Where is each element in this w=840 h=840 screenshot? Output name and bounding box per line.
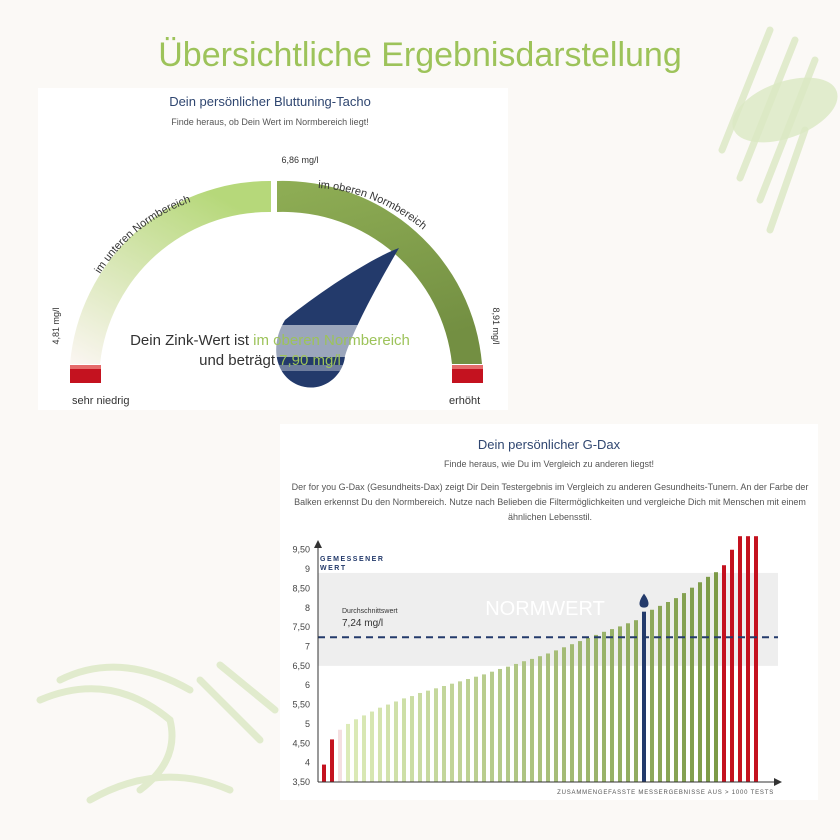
result-bar: [450, 684, 454, 782]
y-tick-label: 6,50: [292, 660, 310, 671]
result-bar: [602, 632, 606, 782]
gauge-red-right-stripe: [452, 365, 483, 369]
page-title: Übersichtliche Ergebnisdarstellung: [158, 36, 682, 74]
result-bar: [490, 672, 494, 782]
result-bar: [570, 644, 574, 782]
gdax-description: Der for you G-Dax (Gesundheits-Dax) zeigt Dir Dein Testergebnis im Vergleich zu anderen Gesundheits-Tunern. An der Farbe der Balken erkennst Du den Normbereich. Nutze nach Belieben die Filtermöglichkeiten und vergleiche Dich mit Menschen mit einem ähnlichen Lebensstil.: [291, 482, 809, 522]
gauge-marker-left: 4,81 mg/l: [51, 307, 61, 345]
result-bar: [530, 659, 534, 782]
gauge-label-high: erhöht: [449, 395, 481, 407]
y-tick-label: 8,50: [292, 583, 310, 594]
result-bar: [498, 669, 502, 782]
gdax-subtitle: Finde heraus, wie Du im Vergleich zu anderen liegst!: [443, 459, 655, 469]
y-tick-label: 9,50: [292, 544, 310, 555]
gauge-upper-range-label: im oberen Normbereich: [317, 179, 429, 233]
gauge-marker-right: 8,91 mg/l: [491, 307, 501, 345]
tacho-title: Dein persönlicher Bluttuning-Tacho: [169, 94, 371, 109]
result-bar: [626, 623, 630, 782]
result-bar: [610, 629, 614, 782]
result-bar: [370, 712, 374, 782]
tacho-gauge: [0, 140, 540, 410]
result-bar: [418, 693, 422, 782]
result-bar: [338, 730, 342, 782]
y-tick-label: 7,50: [292, 622, 310, 633]
y-tick-label: 5: [304, 718, 310, 729]
result-bar: [458, 681, 462, 782]
y-tick-label: 4,50: [292, 738, 310, 749]
result-bar: [354, 719, 358, 782]
result-bar: [506, 667, 510, 782]
gauge-lower-range-label: im unteren Normbereich: [92, 193, 193, 276]
gauge-marker-top: 6,86 mg/l: [281, 155, 319, 165]
result-bar: [634, 620, 638, 782]
result-bar: [330, 739, 334, 782]
result-bar: [618, 626, 622, 782]
result-bar: [578, 641, 582, 782]
result-bar: [698, 582, 702, 782]
result-bar: [722, 565, 726, 782]
result-bar: [514, 664, 518, 782]
y-tick-label: 4: [304, 757, 310, 768]
y-axis-label-line2: WERT: [320, 565, 347, 572]
y-tick-label: 9: [304, 564, 310, 575]
gdax-bar-chart: [280, 536, 818, 798]
result-bar: [466, 679, 470, 782]
result-bar: [402, 698, 406, 782]
result-bar: [706, 577, 710, 782]
y-tick-label: 8: [304, 602, 310, 613]
x-axis-label: ZUSAMMENGEFASSTE MESSERGEBNISSE AUS > 1000 TESTS: [557, 790, 774, 796]
result-bar: [746, 536, 750, 782]
y-tick-label: 5,50: [292, 699, 310, 710]
tacho-result-line2-prefix: und beträgt: [199, 352, 280, 369]
result-bar: [714, 572, 718, 782]
result-bar: [546, 653, 550, 782]
result-bar: [658, 606, 662, 782]
result-bar: [738, 536, 742, 782]
result-bar: [346, 724, 350, 782]
gauge-label-very-low: sehr niedrig: [72, 395, 130, 407]
y-tick-label: 3,50: [292, 777, 310, 787]
tacho-subtitle: Finde heraus, ob Dein Wert im Normbereich liegt!: [171, 117, 369, 127]
y-axis-label-line1: GEMESSENER: [320, 556, 385, 563]
result-bar: [682, 593, 686, 782]
average-label: Durchschnittswert: [342, 608, 398, 616]
result-bar: [594, 635, 598, 782]
result-bar: [426, 691, 430, 782]
result-bar: [362, 715, 366, 782]
tacho-result-highlight: im oberen Normbereich: [253, 332, 410, 349]
average-value: 7,24 mg/l: [342, 618, 384, 630]
result-bar: [538, 656, 542, 782]
result-bar: [730, 550, 734, 782]
tacho-result-value: 7,90 mg/l: [279, 352, 341, 369]
tacho-result-line2: [90, 352, 450, 369]
result-bar: [482, 674, 486, 782]
x-axis-arrow: [774, 778, 782, 786]
gdax-title: Dein persönlicher G-Dax: [477, 437, 621, 452]
norm-range-label: NORMWERT: [485, 597, 605, 620]
result-bar: [690, 588, 694, 782]
y-tick-label: 6: [304, 680, 310, 691]
tacho-result-prefix: Dein Zink-Wert ist: [130, 332, 254, 349]
result-bar: [394, 701, 398, 782]
tacho-result-line1: [90, 332, 450, 349]
y-axis-arrow: [314, 540, 322, 548]
result-bar: [378, 708, 382, 782]
result-bar: [522, 661, 526, 782]
result-bar: [666, 602, 670, 782]
result-bar: [586, 638, 590, 782]
result-bar: [386, 705, 390, 782]
result-bar: [754, 536, 758, 782]
result-bar: [322, 765, 326, 782]
result-bar: [554, 650, 558, 782]
result-bar: [474, 677, 478, 782]
result-bar: [650, 610, 654, 782]
result-bar: [674, 598, 678, 782]
result-bar: [410, 696, 414, 782]
y-tick-label: 7: [304, 641, 310, 652]
result-bar: [434, 688, 438, 782]
result-bar: [562, 647, 566, 782]
result-bar: [442, 686, 446, 782]
